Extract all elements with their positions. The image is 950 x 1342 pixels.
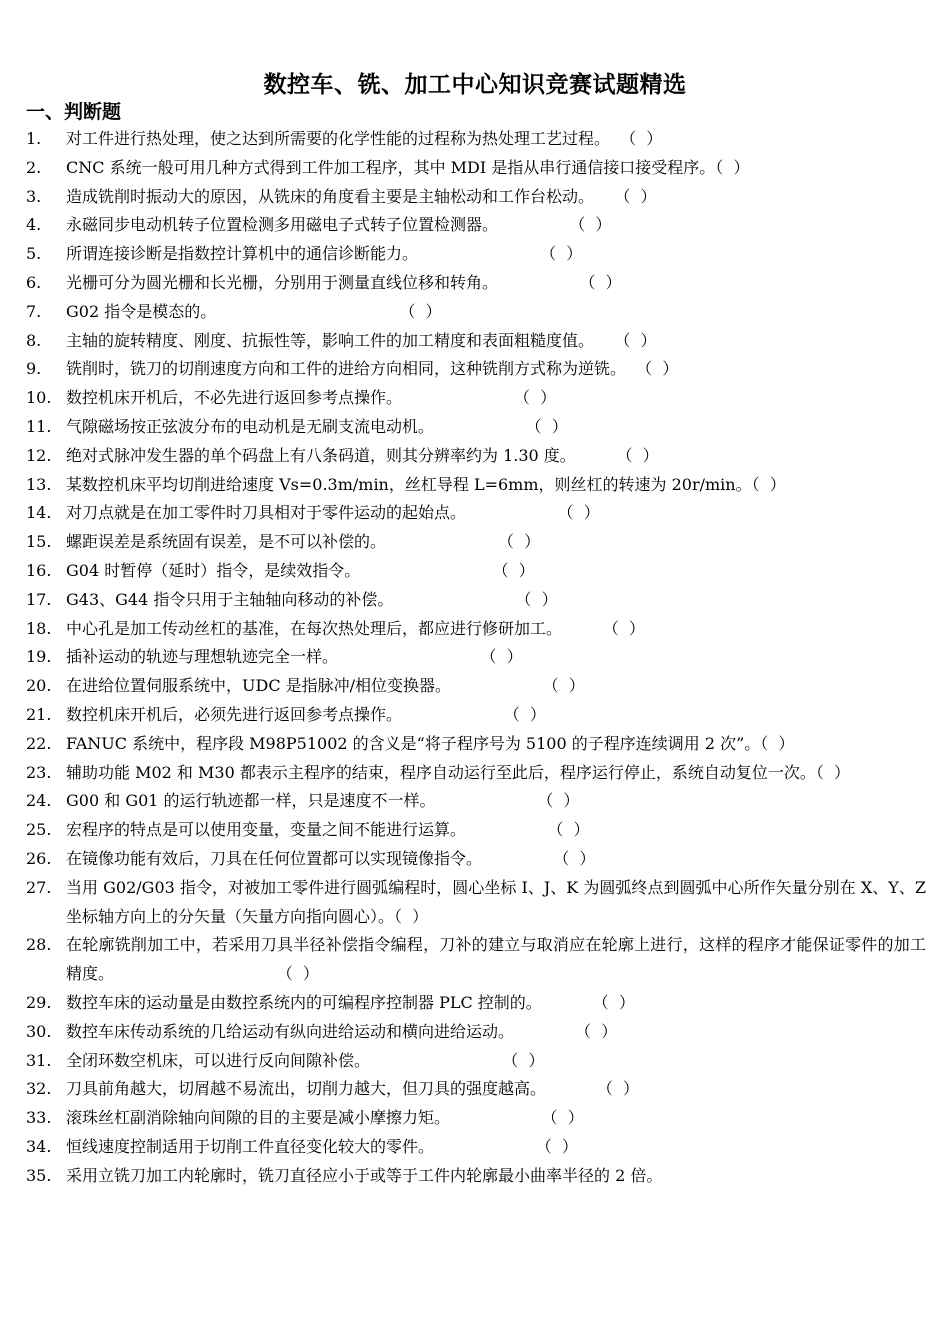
question-item — [26, 816, 926, 845]
question-text: 辅助功能 M02 和 M30 都表示主程序的结束，程序自动运行至此后，程序运行停止，系统自动复位一次。（ ） — [66, 762, 851, 782]
question-item — [26, 730, 926, 759]
question-item — [26, 269, 926, 298]
question-number: 23. — [26, 762, 52, 782]
question-number: 34. — [26, 1136, 52, 1156]
question-item — [26, 759, 926, 788]
question-number: 8. — [26, 330, 42, 350]
question-text: 主轴的旋转精度、刚度、抗振性等，影响工件的加工精度和表面粗糙度值。 （ ） — [66, 330, 657, 350]
question-number: 35. — [26, 1165, 52, 1185]
question-number: 15. — [26, 532, 52, 552]
question-number: 19. — [26, 647, 52, 667]
question-number: 21. — [26, 704, 52, 724]
question-number: 7. — [26, 301, 42, 321]
question-text: 螺距误差是系统固有误差，是不可以补偿的。 （ ） — [66, 532, 541, 552]
question-item — [26, 499, 926, 528]
question-text: 对刀点就是在加工零件时刀具相对于零件运动的起始点。 （ ） — [66, 503, 600, 523]
question-item — [26, 787, 926, 816]
question-number: 6. — [26, 272, 42, 292]
question-text: 数控车床传动系统的几给运动有纵向进给运动和横向进给运动。 （ ） — [66, 1021, 618, 1041]
question-item — [26, 931, 926, 989]
question-number: 10. — [26, 388, 52, 408]
question-text: 光栅可分为圆光栅和长光栅，分别用于测量直线位移和转角。 （ ） — [66, 272, 622, 292]
question-number: 14. — [26, 503, 52, 523]
question-number: 20. — [26, 676, 52, 696]
question-text: 在轮廓铣削加工中，若采用刀具半径补偿指令编程，刀补的建立与取消应在轮廓上进行，这样的程序才能保证零件的加工精度。 （ ） — [66, 935, 926, 984]
question-number: 25. — [26, 820, 52, 840]
question-text: 刀具前角越大，切屑越不易流出，切削力越大，但刀具的强度越高。 （ ） — [66, 1079, 640, 1099]
question-text: 宏程序的特点是可以使用变量，变量之间不能进行运算。 （ ） — [66, 820, 590, 840]
question-item — [26, 183, 926, 212]
question-number: 33. — [26, 1108, 52, 1128]
question-item — [26, 1047, 926, 1076]
question-number: 18. — [26, 618, 52, 638]
question-item — [26, 442, 926, 471]
question-item — [26, 154, 926, 183]
question-text: 铣削时，铣刀的切削速度方向和工件的进给方向相同，这种铣削方式称为逆铣。 （ ） — [66, 359, 679, 379]
question-number: 16. — [26, 560, 52, 580]
question-item — [26, 672, 926, 701]
question-text: G00 和 G01 的运行轨迹都一样，只是速度不一样。 （ ） — [66, 791, 580, 811]
question-item — [26, 643, 926, 672]
question-list — [26, 125, 932, 1190]
question-number: 4. — [26, 215, 42, 235]
question-text: 所谓连接诊断是指数控计算机中的通信诊断能力。 （ ） — [66, 244, 583, 264]
question-number: 12. — [26, 445, 52, 465]
question-item — [26, 1018, 926, 1047]
question-text: 当用 G02/G03 指令，对被加工零件进行圆弧编程时，圆心坐标 I、J、K 为圆弧终点到圆弧中心所作矢量分别在 X、Y、Z 坐标轴方向上的分矢量（矢量方向指向圆心）。（ ） — [66, 877, 932, 926]
question-number: 5. — [26, 244, 42, 264]
question-number: 32. — [26, 1079, 52, 1099]
question-text: 绝对式脉冲发生器的单个码盘上有八条码道，则其分辨率约为 1.30 度。 （ ） — [66, 445, 659, 465]
question-item — [26, 557, 926, 586]
question-text: 在镜像功能有效后，刀具在任何位置都可以实现镜像指令。 （ ） — [66, 848, 596, 868]
question-item — [26, 874, 932, 932]
question-item — [26, 240, 926, 269]
question-number: 26. — [26, 848, 52, 868]
question-number: 22. — [26, 733, 52, 753]
question-number: 13. — [26, 474, 52, 494]
question-text: 插补运动的轨迹与理想轨迹完全一样。 （ ） — [66, 647, 523, 667]
question-number: 11. — [26, 416, 52, 436]
question-text: G02 指令是模态的。 （ ） — [66, 301, 442, 321]
question-item — [26, 1133, 926, 1162]
question-number: 2. — [26, 157, 42, 177]
question-item — [26, 615, 926, 644]
question-number: 3. — [26, 186, 42, 206]
question-number: 31. — [26, 1050, 52, 1070]
question-text: 滚珠丝杠副消除轴向间隙的目的主要是减小摩擦力矩。 （ ） — [66, 1108, 584, 1128]
question-text: 数控车床的运动量是由数控系统内的可编程序控制器 PLC 控制的。 （ ） — [66, 992, 635, 1012]
question-item — [26, 327, 926, 356]
question-number: 29. — [26, 992, 52, 1012]
question-item — [26, 989, 926, 1018]
question-item — [26, 471, 926, 500]
question-text: 永磁同步电动机转子位置检测多用磁电子式转子位置检测器。 （ ） — [66, 215, 612, 235]
section-heading: 一、判断题 — [26, 101, 122, 123]
question-text: 全闭环数空机床，可以进行反向间隙补偿。 （ ） — [66, 1050, 545, 1070]
question-item — [26, 125, 926, 154]
question-text: G43、G44 指令只用于主轴轴向移动的补偿。 （ ） — [66, 589, 558, 609]
question-item — [26, 586, 926, 615]
question-text: FANUC 系统中，程序段 M98P51002 的含义是“将子程序号为 5100 的子程序连续调用 2 次”。（ ） — [66, 733, 795, 753]
question-text: 某数控机床平均切削进给速度 Vs=0.3m/min，丝杠导程 L=6mm，则丝杠的转速为 20r/min。（ ） — [66, 474, 786, 494]
question-number: 27. — [26, 877, 52, 897]
question-number: 17. — [26, 589, 52, 609]
question-text: 造成铣削时振动大的原因，从铣床的角度看主要是主轴松动和工作台松动。 （ ） — [66, 186, 657, 206]
question-text: G04 时暂停（延时）指令，是续效指令。 （ ） — [66, 560, 535, 580]
question-text: 气隙磁场按正弦波分布的电动机是无刷支流电动机。 （ ） — [66, 416, 568, 436]
question-item — [26, 1075, 926, 1104]
question-item — [26, 355, 926, 384]
question-text: 在进给位置伺服系统中，UDC 是指脉冲/相位变换器。 （ ） — [66, 676, 585, 696]
question-number: 9. — [26, 359, 42, 379]
question-item — [26, 528, 926, 557]
question-item — [26, 845, 926, 874]
question-item — [26, 298, 926, 327]
question-number: 24. — [26, 791, 52, 811]
document-title: 数控车、铣、加工中心知识竞赛试题精选 — [263, 71, 687, 98]
question-number: 30. — [26, 1021, 52, 1041]
question-number: 1. — [26, 129, 42, 148]
question-item — [26, 211, 926, 240]
question-item — [26, 384, 926, 413]
question-text: CNC 系统一般可用几种方式得到工件加工程序，其中 MDI 是指从串行通信接口接受程序。（ ） — [66, 157, 750, 177]
question-text: 恒线速度控制适用于切削工件直径变化较大的零件。 （ ） — [66, 1136, 578, 1156]
question-text: 数控机床开机后，必须先进行返回参考点操作。 （ ） — [66, 704, 546, 724]
question-item — [26, 1104, 926, 1133]
question-text: 中心孔是加工传动丝杠的基准，在每次热处理后，都应进行修研加工。 （ ） — [66, 618, 645, 638]
question-item — [26, 701, 926, 730]
question-number: 28. — [26, 935, 52, 955]
question-item — [26, 413, 926, 442]
question-text: 对工件进行热处理，使之达到所需要的化学性能的过程称为热处理工艺过程。 （ ） — [66, 129, 663, 148]
question-item — [26, 1162, 926, 1191]
question-text: 采用立铣刀加工内轮廓时，铣刀直径应小于或等于工件内轮廓最小曲率半径的 2 倍。 — [66, 1165, 663, 1185]
question-text: 数控机床开机后，不必先进行返回参考点操作。 （ ） — [66, 388, 557, 408]
